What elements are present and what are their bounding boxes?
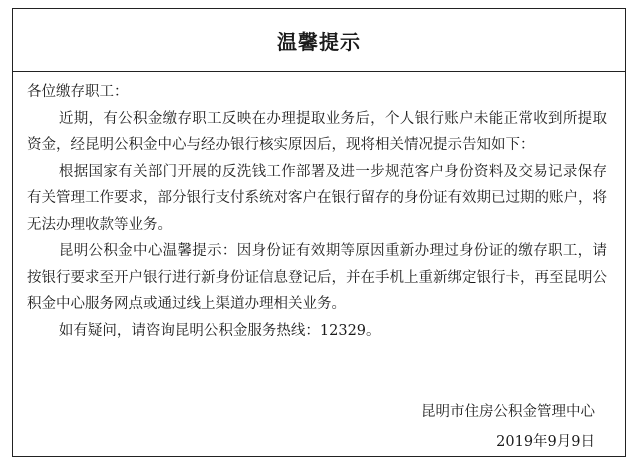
salutation: 各位缴存职工：: [27, 84, 129, 100]
issuer-name: 昆明市住房公积金管理中心: [421, 404, 595, 420]
title-row: [13, 9, 625, 72]
notice-body: [27, 79, 607, 344]
notice-frame: [12, 8, 626, 457]
paragraph-intro: 近期，有公积金缴存职工反映在办理提取业务后，个人银行账户未能正常收到所提取资金，经昆明公积金中心与经办银行核实原因后，现将相关情况提示告知如下：: [27, 110, 607, 153]
signature-block: [421, 397, 595, 457]
notice-title: 温馨提示: [277, 29, 361, 54]
paragraph-hotline: 如有疑问，请咨询昆明公积金服务热线：12329。: [58, 322, 381, 339]
paragraph-regulation: 根据国家有关部门开展的反洗钱工作部署及进一步规范客户身份资料及交易记录保存有关管理工作要求，部分银行支付系统对客户在银行留存的身份证有效期已过期的账户，将无法办理收款等业务。: [27, 163, 607, 233]
issue-date: 2019年9月9日: [496, 434, 595, 450]
paragraph-reminder: 昆明公积金中心温馨提示：因身份证有效期等原因重新办理过身份证的缴存职工，请按银行要求至开户银行进行新身份证信息登记后，并在手机上重新绑定银行卡，再至昆明公积金中心服务网点或通过线上渠道办理相关业务。: [27, 243, 607, 312]
